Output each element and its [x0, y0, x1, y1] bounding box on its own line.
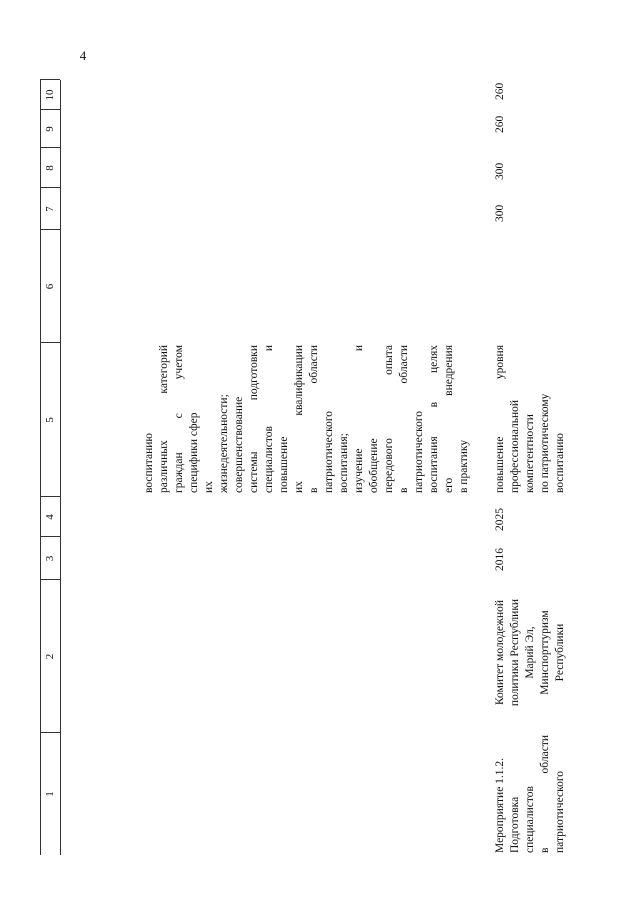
- col9-value: 260: [494, 115, 506, 133]
- text-line: различных категорий: [158, 345, 170, 493]
- text-line: по патриотическому: [539, 393, 551, 493]
- col8-value: 300: [494, 162, 506, 180]
- col7-value: 300: [494, 204, 506, 222]
- text-line: профессиональной: [509, 399, 521, 493]
- text-line: жизнедеятельности;: [218, 394, 230, 493]
- header-col-9: 9: [44, 126, 56, 132]
- text-line: повышение уровня: [494, 345, 506, 493]
- text-line: совершенствование: [233, 396, 245, 493]
- text-line: воспитания;: [338, 433, 350, 493]
- text-line: в области: [398, 345, 410, 493]
- page-number: 4: [79, 48, 87, 63]
- text-line: Подготовка: [509, 796, 521, 853]
- text-line: его внедрения: [443, 345, 455, 493]
- text-line: системы подготовки: [248, 345, 260, 493]
- start-year-cell: 2016: [494, 548, 506, 571]
- text-line: воспитанию: [143, 433, 155, 493]
- text-line: патриотического: [323, 410, 335, 493]
- text-line: передового опыта: [383, 345, 395, 493]
- text-line: их: [203, 481, 215, 493]
- text-line: Марий Эл,: [524, 626, 536, 679]
- text-line: патриотического: [554, 770, 566, 853]
- header-col-2: 2: [44, 653, 56, 660]
- text-line: специфики сфер: [188, 412, 200, 493]
- header-col-1: 1: [44, 791, 56, 797]
- end-year-cell: 2025: [494, 508, 506, 531]
- rotated-table-sheet: [40, 75, 600, 855]
- text-line: в области: [539, 735, 551, 853]
- header-col-4: 4: [44, 514, 56, 520]
- text-line: Комитет молодежной: [494, 599, 506, 706]
- text-line: Минспорттуризм: [539, 610, 551, 695]
- header-col-3: 3: [44, 555, 56, 562]
- header-col-6: 6: [44, 283, 56, 290]
- header-col-5: 5: [44, 417, 56, 423]
- text-line: специалистов и: [263, 345, 275, 493]
- header-col-7: 7: [44, 206, 56, 212]
- text-line: повышение: [278, 436, 290, 493]
- text-line: в области: [308, 345, 320, 493]
- text-line: патриотического: [413, 410, 425, 493]
- text-line: изучение и: [353, 345, 365, 493]
- text-line: специалистов: [524, 786, 536, 853]
- text-line: Республики: [554, 623, 566, 682]
- text-line: граждан с учетом: [173, 345, 185, 493]
- result-cell: [493, 345, 568, 493]
- text-line: обобщение: [368, 438, 380, 493]
- text-line: компетентности: [524, 414, 536, 493]
- text-line: Мероприятие 1.1.2.: [494, 757, 506, 853]
- text-line: воспитанию: [554, 433, 566, 493]
- text-line: в практику: [458, 439, 470, 493]
- event-cell: [493, 735, 568, 853]
- header-col-10: 10: [44, 89, 56, 101]
- executors-cell: [493, 580, 568, 725]
- col10-value: 260: [494, 82, 506, 100]
- header-bottom-rule: [60, 80, 61, 855]
- text-line: политики Республики: [509, 598, 521, 707]
- header-col-8: 8: [44, 165, 56, 171]
- text-line: их квалификации: [293, 345, 305, 493]
- text-line: воспитания в целях: [428, 345, 440, 493]
- continued-description: [142, 345, 472, 493]
